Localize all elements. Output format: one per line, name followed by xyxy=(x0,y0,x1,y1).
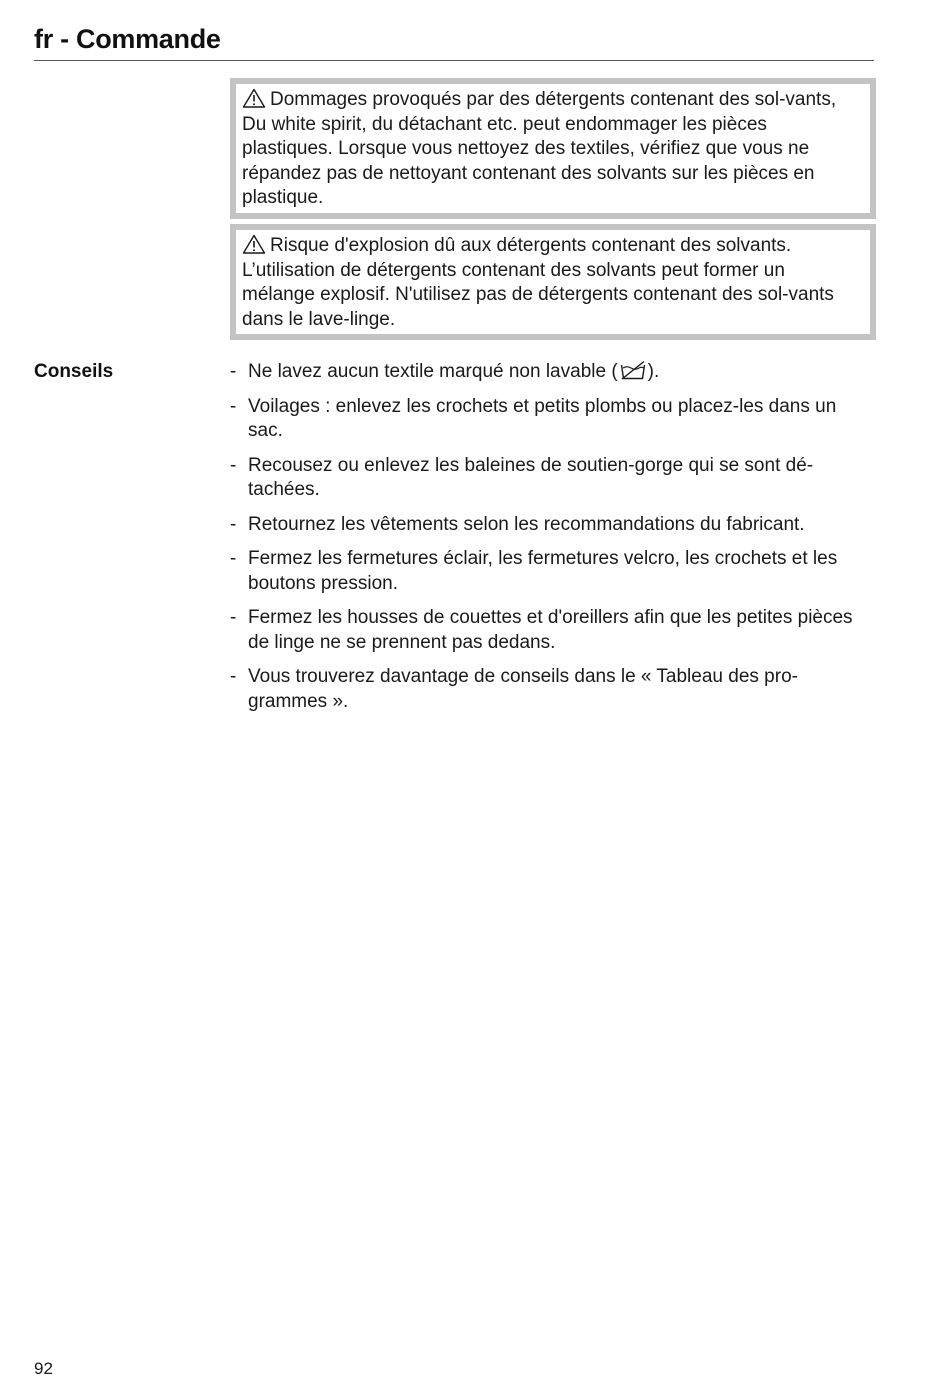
page-title: fr - Commande xyxy=(34,24,221,54)
list-dash: - xyxy=(230,513,237,535)
list-item xyxy=(230,454,876,503)
list-item xyxy=(230,513,876,538)
list-dash: - xyxy=(230,395,237,417)
list-item-text: Ne lavez aucun textile marqué non lavable ( xyxy=(248,361,618,382)
list-item xyxy=(230,606,876,655)
list-dash: - xyxy=(230,607,237,628)
list-item-text: Recousez ou enlevez les baleines de soutien-gorge qui se sont dé-tachées. xyxy=(248,454,814,500)
warning-text: Dommages provoqués par des détergents contenant des sol-vants, Du white spirit, du détachant etc. peut endommager les pièces plastiques. Lorsque vous nettoyez des textiles, vérifiez que vous ne répandez pas de nettoyant contenant des solvants sur les pièces en plastique. xyxy=(242,89,837,208)
warning-text: Risque d'explosion dû aux détergents contenant des solvants. L’utilisation de détergents contenant des solvants peut former un mélange explosif. N'utilisez pas de détergents contenant des sol-vants dans le lave-linge. xyxy=(242,235,834,330)
list-dash: - xyxy=(230,361,237,382)
tips-list xyxy=(230,360,876,724)
list-item-text: Voilages : enlevez les crochets et petits plombs ou placez-les dans un sac. xyxy=(248,395,837,441)
warning-triangle-icon xyxy=(242,88,266,108)
do-not-wash-icon xyxy=(619,360,647,380)
warning-box-solvent-damage xyxy=(230,78,876,219)
list-dash: - xyxy=(230,548,237,569)
list-item xyxy=(230,395,876,444)
page-number: 92 xyxy=(34,1359,53,1378)
list-item-text: Vous trouverez davantage de conseils dans le « Tableau des pro-grammes ». xyxy=(248,666,798,712)
list-item-text: Fermez les housses de couettes et d'oreillers afin que les petites pièces de linge ne se prennent pas dedans. xyxy=(248,607,853,653)
list-item xyxy=(230,547,876,596)
list-dash: - xyxy=(230,454,237,476)
header-divider xyxy=(34,60,874,61)
list-item-text: ). xyxy=(647,361,660,382)
list-item-text: Retournez les vêtements selon les recommandations du fabricant. xyxy=(248,513,805,535)
list-item-text: Fermez les fermetures éclair, les fermetures velcro, les crochets et les boutons pression. xyxy=(248,548,838,594)
list-item xyxy=(230,360,876,385)
list-item xyxy=(230,665,876,714)
page-header xyxy=(34,22,874,61)
section-label-conseils: Conseils xyxy=(34,361,114,382)
list-dash: - xyxy=(230,666,237,687)
warning-triangle-icon xyxy=(242,234,266,254)
warning-box-explosion-risk xyxy=(230,224,876,340)
